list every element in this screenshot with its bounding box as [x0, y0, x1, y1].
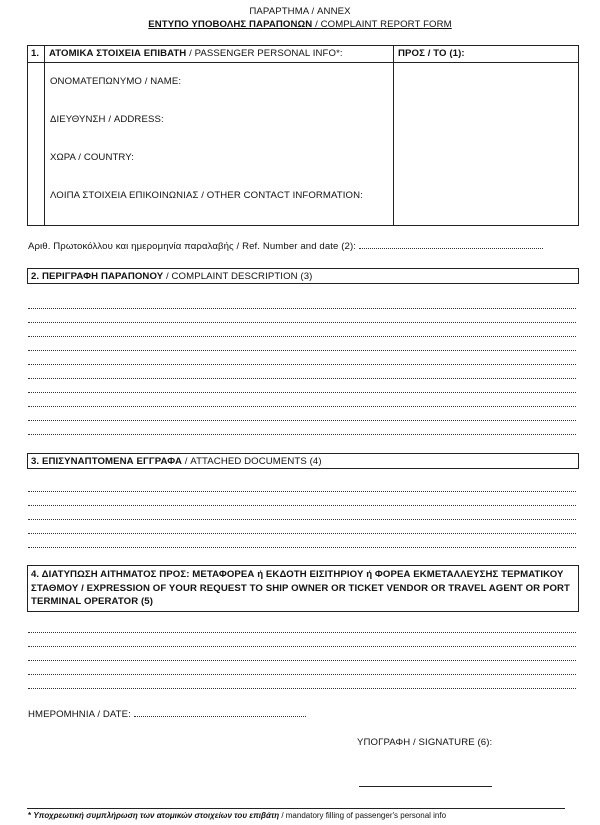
complaint-line[interactable] [28, 420, 576, 421]
section1-header-divider [27, 62, 579, 63]
section1-number: 1. [31, 48, 40, 59]
section2-title-greek: 2. ΠΕΡΙΓΡΑΦΗ ΠΑΡΑΠΟΝΟΥ [31, 271, 164, 282]
footnote-text-english: / mandatory filling of passenger's personal info [279, 811, 447, 820]
footnote-marker: * [28, 811, 32, 820]
date-fill[interactable] [134, 716, 306, 717]
request-line[interactable] [28, 688, 576, 689]
request-line[interactable] [28, 646, 576, 647]
complaint-line[interactable] [28, 364, 576, 365]
contact-field-label: ΛΟΙΠΑ ΣΤΟΙΧΕΙΑ ΕΠΙΚΟΙΝΩΝΙΑΣ / OTHER CONTACT INFORMATION: [50, 190, 363, 201]
complaint-line[interactable] [28, 336, 576, 337]
section1-title [49, 48, 343, 59]
section4-title-english: / EXPRESSION OF YOUR REQUEST TO SHIP OWNER OR TICKET VENDOR OR TRAVEL AGENT OR PORT TERMINAL OPERATOR (5) [31, 582, 571, 607]
complaint-line[interactable] [28, 434, 576, 435]
section4-title-greek: 4. ΔΙΑΤΥΠΩΣΗ ΑΙΤΗΜΑΤΟΣ ΠΡΟΣ: ΜΕΤΑΦΟΡΕΑ ή ΕΚΔΟΤΗ ΕΙΣΙΤΗΡΙΟΥ ή ΦΟΡΕΑ ΕΚΜΕΤΑΛΛΕΥΣΗΣ ΤΕΡΜΑΤΙΚΟΥ ΣΤΑΘΜΟΥ [31, 569, 564, 594]
attachment-line[interactable] [28, 547, 576, 548]
ref-number-fill[interactable] [359, 248, 543, 249]
complaint-line[interactable] [28, 406, 576, 407]
signature-label: ΥΠΟΓΡΑΦΗ / SIGNATURE (6): [357, 737, 493, 748]
footnote-text-greek: Υποχρεωτική συμπλήρωση των ατομικών στοιχείων του επιβάτη [33, 811, 280, 820]
complaint-line[interactable] [28, 308, 576, 309]
country-field-label: ΧΩΡΑ / COUNTRY: [50, 152, 135, 163]
section-complaint-description [27, 268, 579, 284]
annex-label: ΠΑΡΑΡΤΗΜΑ / ANNEX [249, 6, 351, 17]
attachment-line[interactable] [28, 533, 576, 534]
section1-column-divider [393, 45, 394, 226]
section3-title-greek: 3. ΕΠΙΣΥΝΑΠΤΟΜΕΝΑ ΕΓΓΡΑΦΑ [31, 456, 182, 467]
annex-heading [0, 6, 600, 17]
request-line[interactable] [28, 674, 576, 675]
complaint-line[interactable] [28, 350, 576, 351]
to-label: ΠΡΟΣ / TO (1): [398, 48, 465, 59]
name-field-label: ΟΝΟΜΑΤΕΠΩΝΥΜΟ / NAME: [50, 76, 182, 87]
section1-title-english: / PASSENGER PERSONAL INFO*: [186, 48, 343, 59]
ref-number-label: Αριθ. Πρωτοκόλλου και ημερομηνία παραλαβής / Ref. Number and date (2): [28, 241, 357, 252]
section-attached-documents [27, 453, 579, 469]
signature-line[interactable] [359, 786, 492, 787]
footnote [28, 811, 446, 820]
form-title [0, 19, 600, 30]
date-label: ΗΜΕΡΟΜΗΝΙΑ / DATE: [28, 709, 131, 720]
ref-number-line [28, 241, 576, 252]
section2-title-english: / COMPLAINT DESCRIPTION (3) [163, 271, 313, 282]
address-field-label: ΔΙΕΥΘΥΝΣΗ / ADDRESS: [50, 114, 164, 125]
attachment-line[interactable] [28, 519, 576, 520]
complaint-line[interactable] [28, 322, 576, 323]
attachment-line[interactable] [28, 491, 576, 492]
date-line [28, 709, 306, 720]
footnote-rule [27, 808, 565, 809]
complaint-line[interactable] [28, 378, 576, 379]
section1-number-divider [44, 45, 45, 226]
section1-title-greek: ΑΤΟΜΙΚΑ ΣΤΟΙΧΕΙΑ ΕΠΙΒΑΤΗ [49, 48, 187, 59]
form-title-english: / COMPLAINT REPORT FORM [312, 19, 452, 30]
section3-title-english: / ATTACHED DOCUMENTS (4) [182, 456, 322, 467]
request-line[interactable] [28, 632, 576, 633]
request-line[interactable] [28, 660, 576, 661]
complaint-line[interactable] [28, 392, 576, 393]
attachment-line[interactable] [28, 505, 576, 506]
section-request-expression [27, 565, 579, 612]
form-title-greek: ΕΝΤΥΠΟ ΥΠΟΒΟΛΗΣ ΠΑΡΑΠΟΝΩΝ [148, 19, 313, 30]
